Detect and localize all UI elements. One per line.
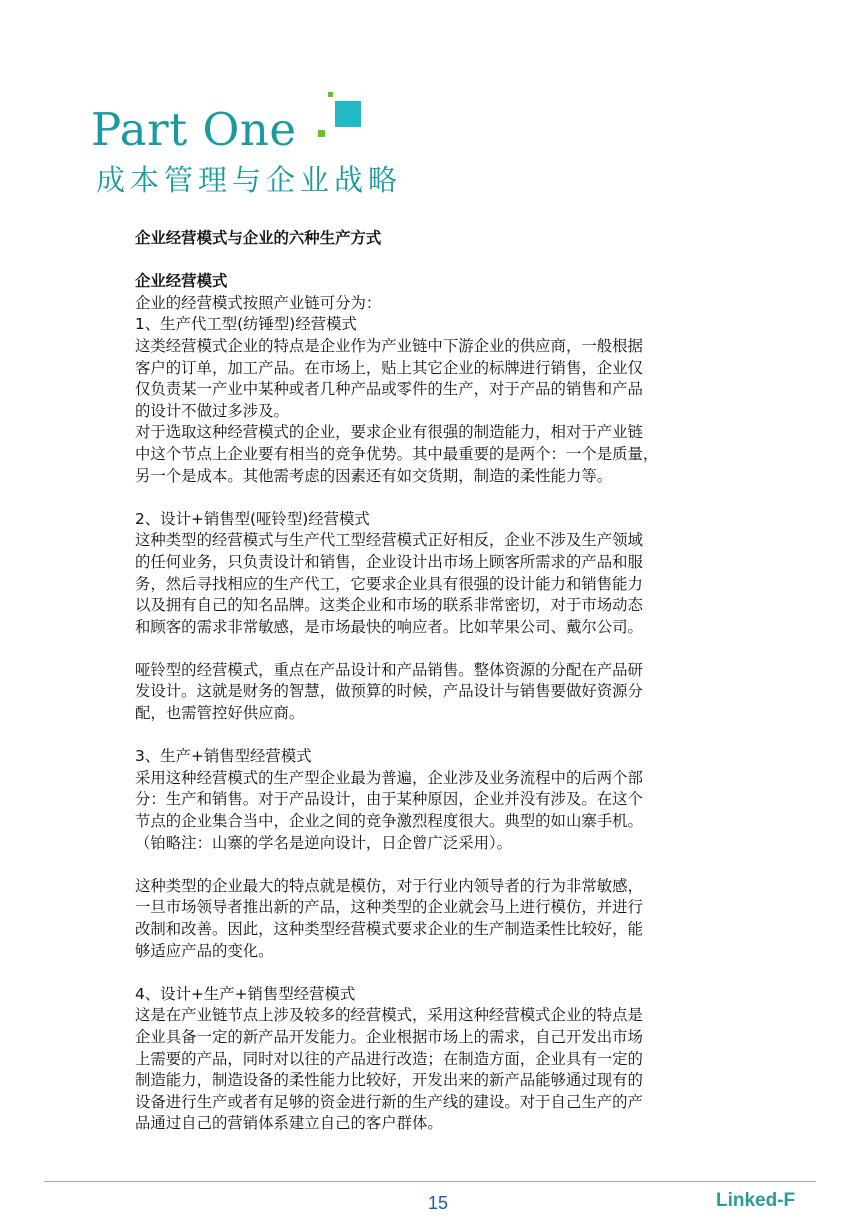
paragraph-dumbbell-note: 哑铃型的经营模式，重点在产品设计和产品销售。整体资源的分配在产品研 发设计。这就是财务的智慧，做预算的时候，产品设计与销售要做好资源分 配，也需管控好供应商。 — [135, 660, 643, 723]
paragraph-model-1: 企业的经营模式按照产业链可分为： 1、生产代工型(纺锤型)经营模式 这类经营模式企业的特点是企业作为产业链中下游企业的供应商，一般根据 客户的订单，加工产品。在市场上，贴上其它企业的标牌进行销售，企业仅 仅负责某一产业中某种或者几种产品或零件的生产，对于产品的销售和产品 的设计不做过多涉及。 对于选取这种经营模式的企业，要求企业有很强的制造能力，相对于产业链 中这个节点上企业要有相当的竞争优势。其中最重要的是两个：一个是质量， 另一个是成本。其他需考虑的因素还有如交货期，制造的柔性能力等。 — [135, 293, 659, 485]
footer-divider — [44, 1181, 816, 1182]
paragraph-spacer — [135, 638, 725, 660]
document-title: 企业经营模式与企业的六种生产方式 — [135, 229, 382, 247]
deco-square-small-left — [318, 130, 325, 137]
page-number: 15 — [427, 1193, 449, 1213]
paragraph-model-3: 3、生产+销售型经营模式 采用这种经营模式的生产型企业最为普遍，企业涉及业务流程中的后两个部 分：生产和销售。对于产品设计，由于某种原因，企业并没有涉及。在这个 节点的企业集合当中，企业之间的竞争激烈程度很大。典型的如山寨手机。 （铂略注：山寨的学名是逆向设计，日企曾广泛采用）。 — [135, 747, 643, 852]
part-title: Part One — [91, 103, 297, 156]
deco-square-large — [335, 101, 361, 127]
paragraph-model-4: 4、设计+生产+销售型经营模式 这是在产业链节点上涉及较多的经营模式，采用这种经营模式企业的特点是 企业具备一定的新产品开发能力。企业根据市场上的需求，自己开发出市场 上需要的产品，同时对以往的产品进行改造；在制造方面，企业具有一定的 制造能力，制造设备的柔性能力比较好，开发出来的新产品能够通过现有的 设备进行生产或者有足够的资金进行新的生产线的建设。对于自己生产的产 品通过自己的营销体系建立自己的客户群体。 — [135, 984, 643, 1133]
section-heading: 企业经营模式 — [135, 272, 228, 291]
page-header — [0, 0, 850, 210]
brand-logo: Linked-F — [716, 1190, 796, 1211]
paragraph-imitation: 这种类型的企业最大的特点就是模仿，对于行业内领导者的行为非常敏感， 一旦市场领导者推出新的产品，这种类型的企业就会马上进行模仿，并进行 改制和改善。因此，这种类型经营模式要求企业的生产制造柔性比较好，能 够适应产品的变化。 — [135, 876, 643, 960]
paragraph-spacer — [135, 725, 725, 747]
paragraph-spacer — [135, 487, 725, 509]
part-subtitle: 成本管理与企业战略 — [96, 163, 403, 197]
paragraph-spacer — [135, 962, 725, 984]
document-body — [135, 228, 725, 1135]
deco-square-small-top — [328, 92, 333, 97]
paragraph-spacer — [135, 854, 725, 876]
paragraph-model-2: 2、设计+销售型(哑铃型)经营模式 这种类型的经营模式与生产代工型经营模式正好相反，企业不涉及生产领域 的任何业务，只负责设计和销售，企业设计出市场上顾客所需求的产品和服 务，然后寻找相应的生产代工，它要求企业具有很强的设计能力和销售能力 以及拥有自己的知名品牌。这类企业和市场的联系非常密切，对于市场动态 和顾客的需求非常敏感，是市场最快的响应者。比如苹果公司、戴尔公司。 — [135, 509, 643, 636]
